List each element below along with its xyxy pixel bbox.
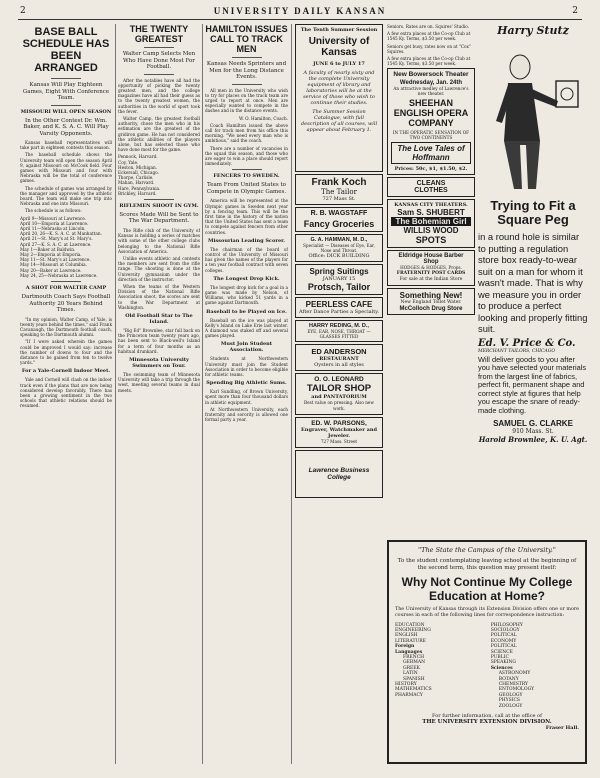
swimmers-kicker: Minnesota University Swimmers on Tour.: [129, 357, 189, 370]
parsons-address: 727 Mass. Street: [320, 439, 358, 444]
paragraph: When the teams of the Western Division of the National Rifle Association shoot, the scores are sent to the War Department at Washington.: [118, 284, 200, 310]
track-column: [205, 24, 288, 764]
subject-item: GERMAN: [403, 660, 426, 666]
subjects-list: [395, 623, 579, 710]
subject-item: PHARMACY: [395, 692, 423, 698]
business-college-ad: [295, 450, 383, 498]
track-headline: HAMILTON ISSUES CALL TO TRACK MEN: [205, 24, 288, 54]
subject-item: ENTOMOLOGY: [498, 687, 535, 693]
classified-notice: Seniors get busy, rates now on at "Cox" Squires.: [387, 43, 471, 54]
summer-university: University of Kansas: [308, 36, 370, 58]
protsch-ad: [295, 264, 383, 295]
header-rule: [18, 19, 582, 20]
extension-footer: [395, 713, 579, 731]
paragraph: "If I were asked wherein the games could be improved I would say: increase the number of downs to four and the distance to be gained from ten to twelve yards.": [20, 339, 112, 366]
list-item: Mahan, Harvard.: [118, 180, 155, 186]
barber-name: Eldridge House Barber Shop: [398, 253, 464, 266]
paragraph: Karl Sundling, of Brown University, spent more than four thousand dollars in athletic equipment.: [205, 389, 288, 405]
athletic-sums-kicker: Spending Big Athletic Sums.: [206, 380, 287, 387]
bowersock-title: New Bowersock Theater: [393, 71, 469, 79]
parsons-name: ED. W. PARSONS,: [311, 420, 367, 427]
clarke-name: SAMUEL G. CLARKE: [493, 418, 573, 428]
paragraph: The schedule of games was arranged by the manager and approved by the athletic board. The team will make one trip into Nebraska and one into Missouri.: [20, 185, 112, 207]
koch-sub: The Tailor: [321, 188, 357, 196]
list-item: Eckersall, Chicago.: [118, 169, 159, 175]
schedule-item: April 21—St. Mary's at St. Mary's.: [20, 236, 93, 242]
barber-sub: HODGES & HODGES, Props.: [400, 265, 462, 271]
mccolloch-drug: McColloch Drug Store: [399, 306, 463, 313]
price-sub: MERCHANT TAILORS, CHICAGO: [478, 348, 556, 354]
tailor-shop: TAILOR SHOP: [306, 383, 372, 394]
divider: [51, 281, 81, 282]
divider: [232, 84, 262, 85]
list-item: Heston, Michigan.: [118, 164, 158, 170]
twenty-greatest-headline: THE TWENTY GREATEST: [129, 24, 189, 44]
peerless-name: PEERLESS CAFE: [305, 300, 373, 309]
pantatorium: and PANTATORIUM: [311, 394, 367, 400]
protsch-name: Protsch, Tailor: [307, 282, 371, 292]
parsons-sub: Engraver, Watchmaker and Jeweler.: [301, 427, 377, 439]
peerless-sub: After Dance Parties a Specialty.: [299, 309, 380, 315]
business-college-name: Lawrence Business College: [308, 467, 370, 481]
subject-item: MATHEMATICS: [395, 687, 432, 693]
leonard-name: O. O. LEONARD: [314, 376, 364, 383]
paragraph: There are a number of vacancies in the squad this season, and those who are eager to win a place should report immediately.: [205, 145, 288, 167]
track-subhead: Kansas Needs Sprinters and Men for the Long Distance Events.: [206, 61, 287, 80]
pantatorium-sub: Best value on pressing. Also new work.: [304, 400, 374, 411]
paragraph: Unlike events athletic and contests the members are sent from the rifle range. The shooting is done at the University gymnasium under the direction of the instructor.: [118, 255, 200, 282]
love-tales: The Love Tales of Hoffmann: [391, 142, 471, 164]
ads-column-middle: [387, 24, 475, 554]
column-rule: [291, 24, 292, 764]
schedule-item: May 1—Baker at Baldwin.: [20, 246, 76, 252]
harold-agent: Harold Brownlee, K. U. Agt.: [478, 434, 588, 444]
hamman-name: G. A. HAMMAN, M. D.,: [310, 237, 368, 243]
paragraph: The swimming team of Minnesota University will take a trip through the west, meeting several teams in dual meets.: [118, 372, 200, 393]
clarke-address: 910 Mass. St.: [512, 427, 554, 435]
page-number-right: 2: [572, 6, 580, 16]
subject-item: PHYSICS: [498, 698, 520, 704]
reding-name: HARRY REDING, M. D.,: [309, 323, 369, 329]
bowersock-prices: Prices: 50c, $1, $1.50, $2.: [394, 166, 468, 173]
classified-notice: A few extra places at the Co-op Club at 1545 Ky. Terms, $3.50 per week.: [387, 56, 471, 67]
subject-item: POLITICAL SCIENCE: [490, 644, 517, 655]
summer-session-ad: [295, 24, 383, 172]
kc-theaters-ad: [387, 199, 475, 248]
divider: [51, 78, 81, 79]
toilet-water: New England Toilet Water.: [400, 300, 462, 306]
bowersock-ad: [387, 68, 475, 175]
yale-kicker: For a Yale-Cornell Indoor Meet.: [21, 368, 111, 375]
wagstaff-ad: [295, 207, 383, 232]
page-number-left: 2: [20, 6, 28, 16]
extension-headline: Why Not Continue My College Education at Home?: [401, 575, 573, 603]
schedule-item: April 11—Nebraska at Lincoln.: [20, 226, 86, 232]
anderson-sub: RESTAURANT: [319, 356, 359, 362]
divider: [144, 199, 174, 200]
baseball-subhead: Kansas Will Play Eighteen Games, Eight With Conference Team.: [22, 82, 110, 101]
hamman-ad: [295, 234, 383, 262]
sheehan-company: SHEEHAN ENGLISH OPERA COMPANY: [393, 98, 469, 129]
anderson-sub2: Oysters in all styles: [314, 362, 364, 368]
column-rule: [115, 24, 116, 764]
subject-item: Foreign Languages: [395, 644, 423, 655]
paragraph: The Rifle club of the University of Kansas is holding a series of matches with some of the other college clubs belonging to the National Rifle Association of America.: [118, 227, 200, 254]
subject-item: EDUCATION: [395, 622, 425, 628]
cleans: CLEANS: [416, 180, 446, 188]
spring-date: JANUARY 15: [322, 276, 356, 282]
paragraph: America will be represented at the Olympic games in Sweden next year by a fencing team. This will be the first time in the history of the nation that the United States has sent a team to compete against fencers from other countries.: [205, 198, 288, 235]
subjects-left: [395, 623, 483, 710]
subject-item: SPANISH: [403, 676, 425, 682]
paragraph: At Northwestern University, each fraternity and sorority is allowed one formal party a year.: [205, 406, 288, 423]
toilet-water-ad: [387, 288, 475, 315]
tailor-ad-column: [478, 24, 588, 554]
trying-to-fit-headline: Trying to Fit a Square Peg: [490, 198, 576, 227]
subject-item: PHILOSOPHY: [490, 622, 523, 628]
paragraph: "In my opinion, Walter Camp, of Yale, is twenty years behind the times," said Frank Cavanaugh, the Dartmouth football coach, speaking to the Dartmouth alumni.: [20, 316, 112, 338]
summer-catalogue: The Summer Session Catalogue, with full description of all courses, will appear about February 1.: [300, 109, 378, 133]
list-item: Pennock, Harvard.: [118, 154, 158, 160]
hamman-specialty: Specialist — Diseases of Eye, Ear, Nose and Throat.: [303, 243, 375, 253]
barber-ad: [387, 250, 475, 286]
tailor-logo: Harry Stutz: [497, 24, 569, 37]
extension-body: The University of Kansas through its Extension Division offers one or more courses in each of the following lines for correspondence instruction:: [395, 607, 579, 618]
footer-hall: Fraser Hall.: [545, 725, 579, 732]
subject-item: BOTANY: [498, 676, 519, 682]
list-item: Brickley, Harvard.: [118, 190, 157, 196]
kc-title: KANSAS CITY THEATERS.: [394, 202, 468, 209]
schedule-item: May 2—Emporia at Emporia.: [20, 252, 82, 258]
list-item: Hare, Pennsylvania.: [118, 185, 161, 191]
twenty-greatest-subhead: Walter Camp Selects Men Who Have Done Most For Football.: [122, 51, 196, 70]
subject-item: FRENCH: [403, 655, 425, 661]
riflemen-kicker: RIFLEMEN SHOOT IN GYM.: [119, 202, 199, 209]
association-kicker: Must Join Student Association.: [220, 341, 273, 354]
subject-item: POLITICAL ECONOMY: [490, 633, 517, 644]
schedule-title: The schedule is as follows:: [25, 208, 82, 214]
wagstaff-name: R. B. WAGSTAFF: [310, 210, 368, 217]
something-new: Something New!: [399, 291, 463, 301]
schedule-item: April 9—Missouri at Lawrence.: [20, 215, 87, 221]
parsons-ad: [295, 417, 383, 448]
schedule-item: April 10—Emporia at Lawrence.: [20, 220, 89, 226]
reding-ad: [295, 320, 383, 342]
frat-cards: FRATERNITY POST CARDS: [396, 271, 466, 277]
schedule-item: May 11—St. Mary's at Lawrence.: [20, 257, 91, 263]
clarke-body: Will deliver goods to you after you have selected your materials from the largest line of fabrics, perfect fit, permanent shape and correct style at figures that help you escape the snare of ready-made clothing.: [478, 354, 587, 416]
clothes: CLOTHES: [414, 187, 448, 195]
classified-notice: A few extra places at the Co-op Club at 1545 Ky. Terms, $3.50 per week.: [387, 31, 471, 42]
anderson-name: ED ANDERSON: [311, 347, 367, 356]
reding-sub: EYE, EAR, NOSE, THROAT — GLASSES FITTED: [307, 329, 371, 339]
willis-wood: WILLIS WOOD: [403, 226, 459, 236]
masthead-title: UNIVERSITY DAILY KANSAN: [213, 6, 387, 16]
subject-item: SOCIOLOGY: [490, 628, 520, 633]
subject-item: Sciences: [490, 665, 513, 671]
hamman-office: Office: DICK BUILDING: [308, 253, 370, 259]
football-star-kicker: Old Football Star to The Island.: [125, 313, 193, 326]
paragraph: Walter Camp, the greatest football authority, chose the men who in his estimation are the greatest of the gridiron game. He has not considered the athletic abilities of the players alone, but has selected those who have done most for the game.: [118, 115, 200, 153]
koch-name: Frank Koch: [311, 177, 367, 188]
divider: [232, 169, 262, 170]
page-header: [0, 4, 600, 18]
schedule-list: [20, 216, 112, 278]
subject-item: LATIN: [403, 671, 418, 677]
tailor-fitting-illustration: [478, 41, 588, 191]
ads-column-left: [295, 24, 383, 764]
subject-item: CHEMISTRY: [498, 682, 529, 688]
divider: [232, 57, 262, 58]
scorer-kicker: Missourian Leading Scorer.: [207, 237, 286, 244]
paragraph: Yale and Cornell will clash on the indoor track even if the plans that are now being considered develop favorably. There has been a growing sentiment in the two schools that athletic relations should be resumed.: [20, 377, 112, 409]
anderson-ad: [295, 344, 383, 371]
fancy-groceries: Fancy Groceries: [303, 219, 375, 229]
price-co: Ed. V. Price & Co.: [478, 337, 576, 349]
paragraph: Coach Hamilton issued the above call for track men from his office this morning. "We need every man who is ambitious," said the coach.: [205, 122, 288, 144]
spring-suitings: Spring Suitings: [309, 267, 369, 276]
classified-notice: Seniors. Rates are on. Squires' Studio.: [387, 24, 470, 29]
camp-sub: Dartmouth Coach Says Football Authority 20 Years Behind Times.: [21, 294, 111, 314]
subject-item: PUBLIC SPEAKING: [490, 655, 517, 666]
fitting-body: in a round hole is similar to putting a regulation store box ready-to-wear suit on a man for whom it wasn't made. That is why we measure you in order to produce a perfect looking and properly fitting suit.: [478, 231, 588, 334]
subject-item: ASTRONOMY: [498, 671, 531, 677]
spots: SPOTS: [415, 235, 447, 246]
baseball-sub2: In the Other Contest Dr. Wm. Baker, and K. S. A. C. Will Play Varsity Opponents.: [23, 117, 109, 137]
subjects-right: [491, 623, 579, 710]
paragraph: Baseball on the ice was played at Kelly's Island on Lake Erie last winter. A diamond was staked off and several games played.: [205, 317, 288, 339]
summer-body: A faculty of nearly sixty and the complete University equipment of library and laboratories will be at the service of those who wish to continue their studies.: [303, 70, 375, 106]
baseball-headline: BASE BALL SCHEDULE HAS BEEN ARRANGED: [22, 26, 110, 74]
paragraph: The longest drop kick for a goal in a game was made by Nelson, of Williams, who kicked 51 yards in a game against Dartmouth.: [205, 284, 288, 306]
indian-store: For sale at the Indian Store: [399, 277, 463, 283]
peerless-cafe-ad: [295, 297, 383, 318]
list-item: Coy, Yale.: [118, 159, 139, 165]
koch-address: 727 Mass St.: [322, 196, 356, 202]
divider: [144, 47, 174, 48]
subject-item: HISTORY: [395, 682, 417, 688]
bowersock-attraction: An attractive medley of Lawrence's new theater.: [393, 86, 469, 97]
leonard-ad: [295, 373, 383, 415]
subject-item: ENGINEERING: [395, 628, 431, 633]
column-rule: [202, 24, 203, 764]
footer-text: For further information, call at the office of: [432, 713, 542, 720]
extension-division-ad: [387, 540, 587, 764]
fencers-sub: Team From United States to Compete in Olympic Games.: [206, 182, 287, 195]
signature: W. O. Hamilton, Coach.: [238, 115, 288, 121]
divider: [144, 74, 174, 75]
schedule-item: April 20, 26—K. S. A. C. at Manhattan.: [20, 231, 102, 237]
cleaner-ad: [387, 177, 475, 197]
bohemian-girl: The Bohemian Girl: [391, 217, 471, 226]
summer-title: The Tenth Summer Session: [300, 27, 378, 33]
baseball-column: [20, 24, 112, 764]
riflemen-sub: Scores Made Will be Sent to The War Department.: [119, 211, 199, 225]
divider: [51, 105, 81, 106]
paragraph: The baseball schedule shows the University team will open the season April 9, against Missouri on McCook field. Four games with Missouri and four with Nebraska will be the total of conference games.: [20, 152, 112, 184]
paragraph: After the notables have all had the opportunity of picking the twenty greatest men, and the college magazines have all had their guess as to the twenty greatest women, the authorities in the world of sport took the fever.: [118, 77, 200, 114]
paragraph: "Big Ed" Brownlee, star full back on the Princeton team twenty years ago, has been sent to Black-well's Island for a term of four months as an habitual drunkard.: [118, 328, 200, 354]
baseball-kicker: MISSOURI WILL OPEN SEASON: [20, 108, 112, 115]
schedule-item: April 27—K. S. A. C. at Lawrence.: [20, 241, 92, 247]
schedule-item: May 24, 25—Nebraska at Lawrence.: [20, 272, 98, 278]
bowersock-date: Wednesday, Jan. 24th: [399, 80, 463, 87]
twenty-greatest-column: [118, 24, 200, 764]
list-item: Thorpe, Carlisle.: [118, 175, 154, 181]
dropkick-kicker: The Longest Drop Kick.: [213, 275, 280, 282]
paragraph: The chairman of the board of control of the University of Missouri has given the names of the players for a ten year football contract with seven colleges.: [205, 246, 288, 273]
paragraph: All men in the University who wish to try for places on the track team are urged to report at once. Men are especially wanted to compete in the dashes and in the distance events.: [205, 87, 288, 114]
footer-university: THE UNIVERSITY EXTENSION DIVISION.: [422, 719, 552, 726]
sheehan-sub: IN THE OPERATIC SENSATION OF TWO CONTINENTS: [392, 130, 470, 141]
summer-dates: JUNE 6 to JULY 17: [313, 61, 365, 67]
extension-quote: "The State the Campus of the University.": [418, 546, 556, 554]
greatest-list: [118, 154, 200, 196]
subject-item: ENGLISH LITERATURE: [395, 633, 426, 644]
fencers-kicker: FENCERS TO SWEDEN.: [213, 173, 280, 180]
koch-tailor-ad: [295, 174, 383, 205]
paragraph: Kansas baseball representatives will take part in eighteen contests this season.: [20, 140, 112, 151]
ice-kicker: Baseball to be Played on Ice.: [206, 308, 287, 315]
schedule-item: May 14—Missouri at Columbia.: [20, 262, 87, 268]
subject-item: ZOOLOGY: [498, 703, 523, 709]
shubert: Sam S. SHUBERT: [397, 208, 465, 218]
camp-kicker: A SHOT FOR WALTER CAMP: [25, 285, 107, 292]
paragraph: Students at Northwestern University must join the Student Association in order to become eligible for athletic teams.: [205, 356, 288, 378]
schedule-item: May 20—Baker at Lawrence.: [20, 267, 82, 273]
subject-item: GREEK: [403, 665, 420, 671]
extension-lead: To the student contemplating leaving school at the beginning of the second term, this question may present itself:: [397, 558, 577, 571]
subject-item: GEOLOGY: [498, 692, 523, 698]
